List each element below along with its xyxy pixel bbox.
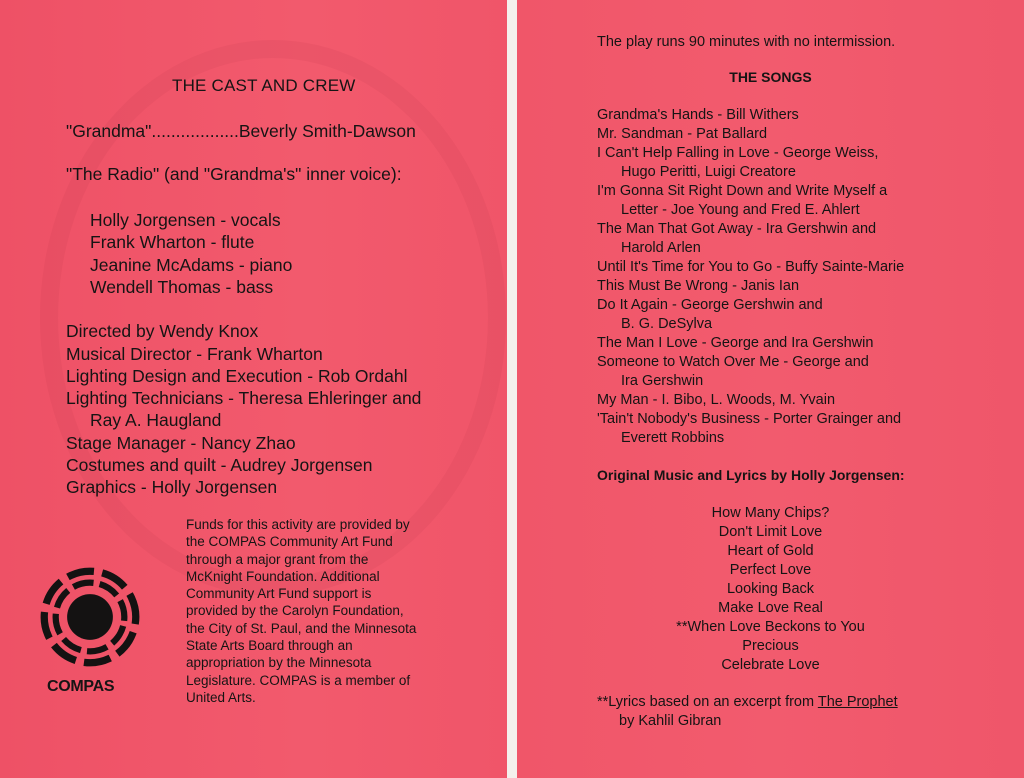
- crew-item: Directed by Wendy Knox: [66, 321, 259, 341]
- song-item: Letter - Joe Young and Fred E. Ahlert: [621, 202, 860, 218]
- grandma-credit: "Grandma"..................Beverly Smith-Dawson: [66, 121, 416, 141]
- crew-item: Ray A. Haugland: [90, 410, 222, 430]
- crew-item: Costumes and quilt - Audrey Jorgensen: [66, 455, 373, 475]
- crew-item: Stage Manager - Nancy Zhao: [66, 433, 296, 453]
- funding-line: Funds for this activity are provided by: [186, 517, 410, 532]
- funding-line: United Arts.: [186, 689, 256, 705]
- funding-line: the City of St. Paul, and the Minnesota: [186, 620, 417, 636]
- footnote-prefix: **Lyrics based on an excerpt from: [597, 694, 818, 710]
- song-item: The Man I Love - George and Ira Gershwin: [597, 335, 874, 351]
- song-item: Someone to Watch Over Me - George and: [597, 354, 869, 370]
- funding-line: the COMPAS Community Art Fund: [186, 534, 393, 550]
- footnote-author: by Kahlil Gibran: [619, 713, 722, 729]
- original-song-item: Perfect Love: [729, 562, 812, 578]
- original-song-item: How Many Chips?: [711, 505, 830, 521]
- song-item: I'm Gonna Sit Right Down and Write Myself a: [597, 183, 888, 199]
- left-page: [0, 0, 507, 778]
- song-item: Harold Arlen: [621, 240, 701, 256]
- funding-line: provided by the Carolyn Foundation,: [186, 603, 404, 619]
- compas-logo-icon: [38, 565, 142, 669]
- song-item: My Man - I. Bibo, L. Woods, M. Yvain: [597, 392, 836, 408]
- song-item: The Man That Got Away - Ira Gershwin and: [597, 221, 877, 237]
- footnote: [597, 694, 898, 710]
- song-item: B. G. DeSylva: [621, 316, 713, 332]
- crew-item: Graphics - Holly Jorgensen: [66, 477, 278, 497]
- funding-line: through a major grant from the: [186, 551, 369, 567]
- songs-title: THE SONGS: [729, 69, 812, 85]
- funding-statement: [186, 516, 476, 706]
- original-song-item: Precious: [742, 638, 799, 654]
- original-song-item: Don't Limit Love: [718, 524, 823, 540]
- original-song-item: Make Love Real: [718, 600, 823, 616]
- song-item: Mr. Sandman - Pat Ballard: [597, 126, 768, 142]
- funding-line: Legislature. COMPAS is a member of: [186, 672, 411, 688]
- song-item: Hugo Peritti, Luigi Creatore: [621, 164, 796, 180]
- song-item: This Must Be Wrong - Janis Ian: [597, 278, 800, 294]
- song-item: Grandma's Hands - Bill Withers: [597, 107, 799, 123]
- crew-item: Musical Director - Frank Wharton: [66, 344, 323, 364]
- funding-line: Community Art Fund support is: [186, 586, 372, 602]
- funding-line: appropriation by the Minnesota: [186, 655, 372, 671]
- musician-item: Wendell Thomas - bass: [90, 277, 274, 297]
- original-song-item: Looking Back: [726, 581, 815, 597]
- radio-credit: "The Radio" (and "Grandma's" inner voice):: [66, 164, 402, 184]
- song-item: I Can't Help Falling in Love - George Weiss,: [597, 145, 879, 161]
- song-item: Do It Again - George Gershwin and: [597, 297, 823, 313]
- compas-wordmark: COMPAS: [47, 678, 115, 695]
- runtime-note: The play runs 90 minutes with no intermission.: [597, 34, 896, 50]
- original-song-item: Celebrate Love: [721, 657, 820, 673]
- cast-crew-title: THE CAST AND CREW: [172, 76, 356, 95]
- crew-item: Lighting Technicians - Theresa Ehleringer and: [66, 388, 422, 408]
- funding-line: McKnight Foundation. Additional: [186, 568, 380, 584]
- original-song-item: Heart of Gold: [727, 543, 814, 559]
- song-item: 'Tain't Nobody's Business - Porter Grainger and: [597, 411, 902, 427]
- musician-item: Holly Jorgensen - vocals: [90, 210, 281, 230]
- musician-item: Frank Wharton - flute: [90, 232, 255, 252]
- song-item: Everett Robbins: [621, 430, 725, 446]
- funding-line: State Arts Board through an: [186, 638, 353, 654]
- page-gutter: [507, 0, 517, 778]
- song-item: Ira Gershwin: [621, 373, 704, 389]
- musician-item: Jeanine McAdams - piano: [90, 255, 293, 275]
- right-page: [517, 0, 1024, 778]
- footnote-book-title: The Prophet: [817, 694, 898, 710]
- song-item: Until It's Time for You to Go - Buffy Sainte-Marie: [597, 259, 905, 275]
- crew-item: Lighting Design and Execution - Rob Ordahl: [66, 366, 408, 386]
- original-music-title: Original Music and Lyrics by Holly Jorgensen:: [597, 467, 905, 483]
- original-song-item: **When Love Beckons to You: [676, 619, 865, 635]
